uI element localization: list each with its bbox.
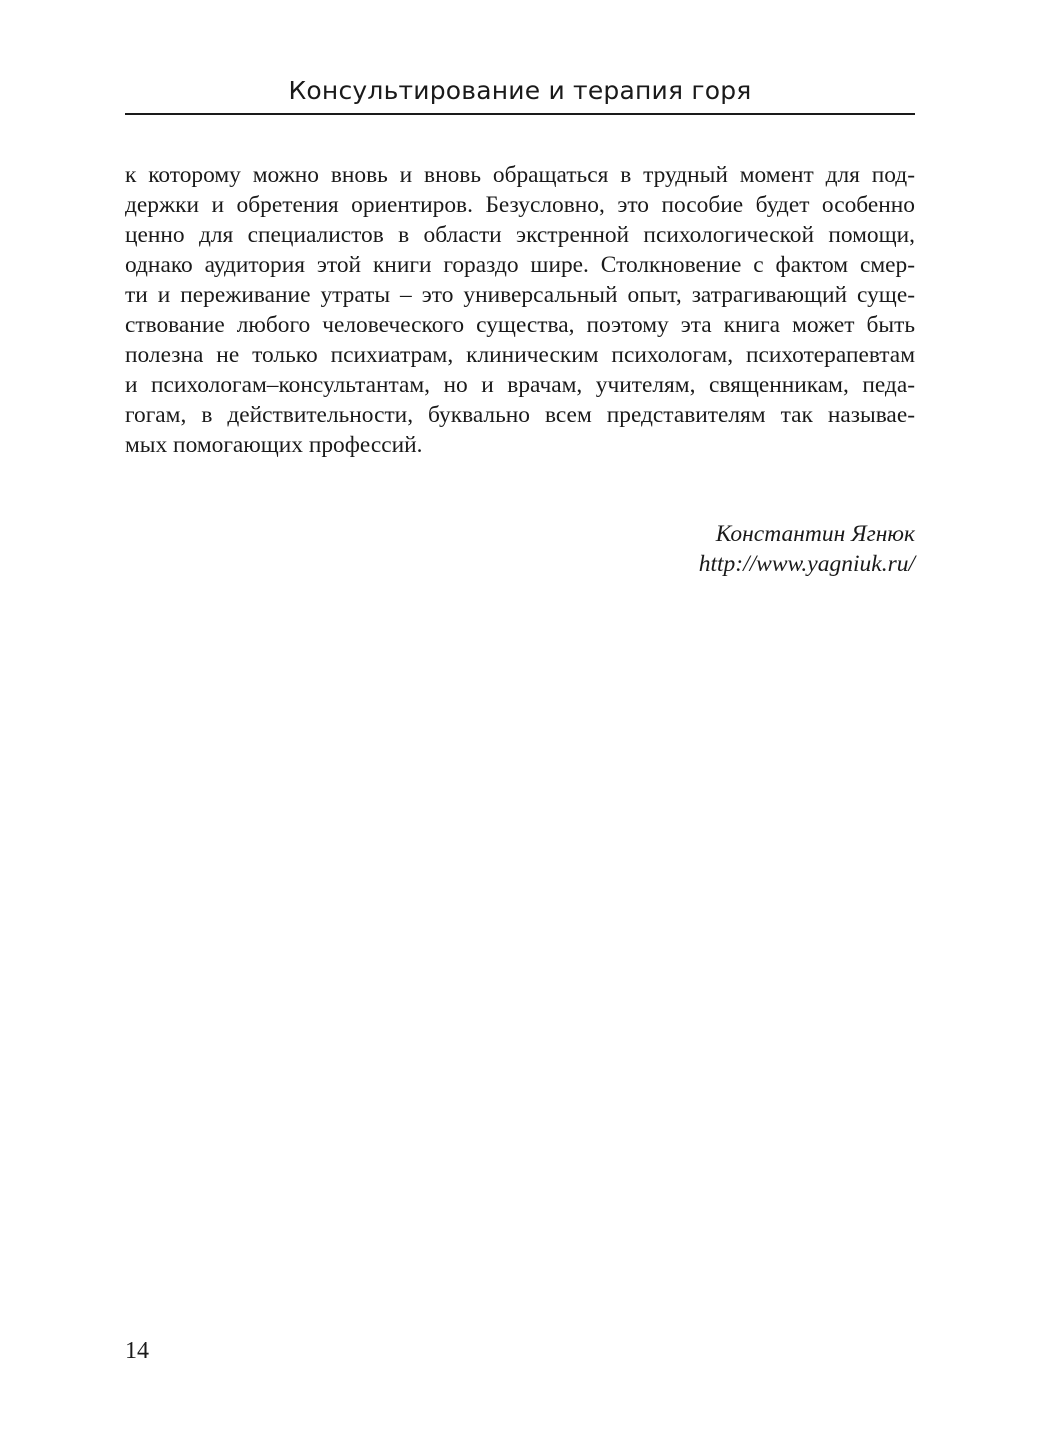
body-line: однако аудитория этой книги гораздо шире. Столкновение с фактом смер- — [125, 252, 915, 278]
body-line: мых помогающих профессий. — [125, 432, 423, 458]
body-line: к которому можно вновь и вновь обращаться в трудный момент для под- — [125, 162, 915, 188]
body-line: ствование любого человеческого существа, поэтому эта книга может быть — [125, 312, 915, 338]
body-line: ти и переживание утраты – это универсальный опыт, затрагивающий суще- — [125, 282, 915, 308]
body-line: держки и обретения ориентиров. Безусловно, это пособие будет особенно — [125, 192, 915, 218]
signature-author: Константин Ягнюк — [715, 521, 915, 547]
body-line: гогам, в действительности, буквально всем представителям так называе- — [125, 402, 915, 428]
header-rule — [125, 113, 915, 115]
body-line: и психологам–консультантам, но и врачам, учителям, священникам, педа- — [125, 372, 915, 398]
signature-url: http://www.yagniuk.ru/ — [698, 551, 915, 577]
running-header: Консультирование и терапия горя — [288, 76, 752, 105]
body-paragraph — [125, 160, 915, 460]
page-number: 14 — [125, 1338, 149, 1364]
body-line: полезна не только психиатрам, клиническим психологам, психотерапевтам — [125, 342, 915, 368]
body-line: ценно для специалистов в области экстренной психологической помощи, — [125, 222, 915, 248]
signature-block — [415, 519, 915, 579]
